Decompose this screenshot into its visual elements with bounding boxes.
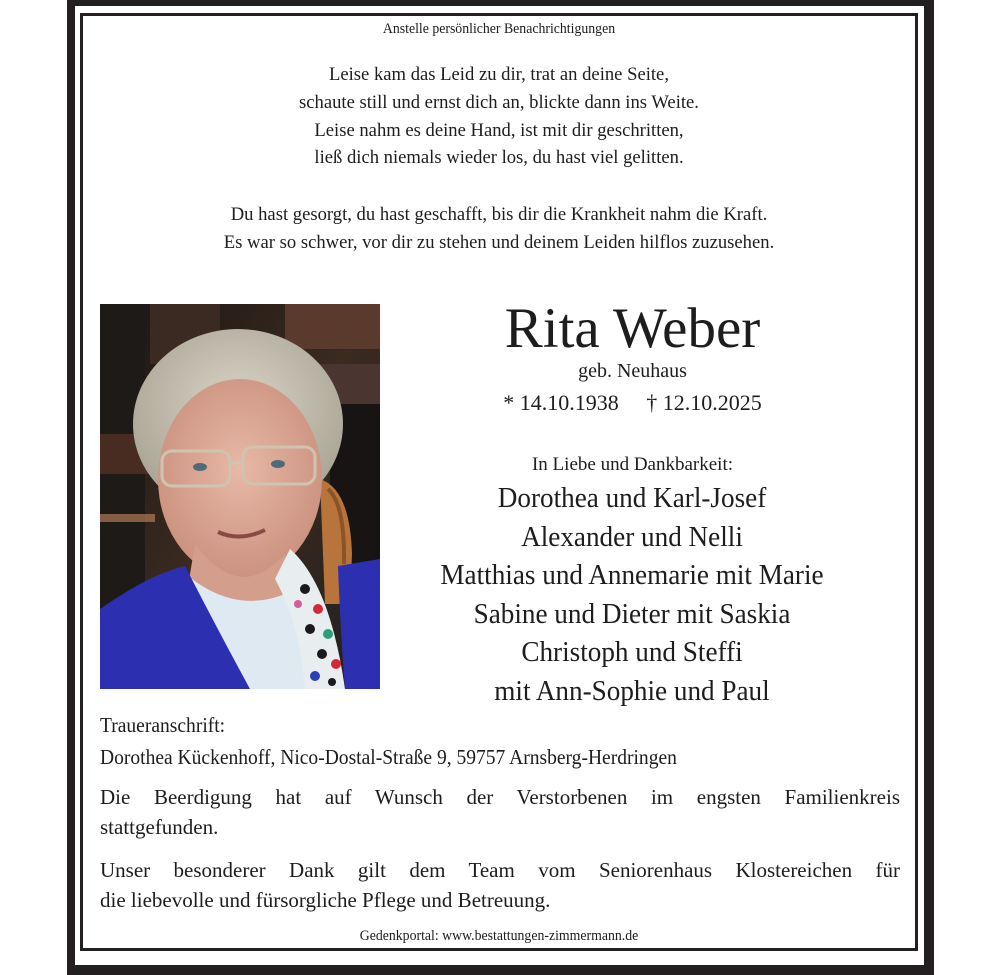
cross-icon: † [646, 390, 658, 415]
poem-stanza-1 [80, 61, 918, 172]
portrait-photo [100, 304, 380, 689]
mourners-list [397, 480, 867, 712]
maiden-name: geb. Neuhaus [578, 360, 687, 382]
mourner-line: Alexander und Nelli [521, 521, 743, 553]
birth-date: 14.10.1938 [519, 390, 619, 415]
funeral-notice-line: stattgefunden. [100, 814, 219, 839]
address-label: Traueranschrift: [100, 713, 226, 737]
funeral-notice [100, 783, 900, 842]
poem-line: ließ dich niemals wieder los, du hast viel gelitten. [314, 147, 684, 169]
death-date: 12.10.2025 [662, 390, 762, 415]
mourner-line: Dorothea und Karl-Josef [497, 483, 767, 514]
thanks-note [100, 856, 900, 915]
funeral-notice-line: Die Beerdigung hat auf Wunsch der Verstorbenen im engsten Familienkreis [100, 785, 900, 809]
poem-line: Leise kam das Leid zu dir, trat an deine Seite, [329, 64, 669, 85]
address-value: Dorothea Kückenhoff, Nico-Dostal-Straße 9, 59757 Arnsberg-Herdringen [100, 745, 677, 769]
memorial-portal-link: Gedenkportal: www.bestattungen-zimmermann.de [359, 928, 639, 944]
deceased-name: Rita Weber [504, 297, 761, 360]
mourner-line: Christoph und Steffi [521, 637, 743, 669]
life-dates [400, 389, 865, 417]
mourners-intro: In Liebe und Dankbarkeit: [531, 454, 733, 475]
thanks-note-line: Unser besonderer Dank gilt dem Team vom Seniorenhaus Klostereichen für [100, 858, 900, 882]
thanks-note-line: die liebevolle und fürsorgliche Pflege und Betreuung. [100, 887, 551, 912]
notice-header: Anstelle persönlicher Benachrichtigungen [382, 21, 616, 37]
birth-symbol: * [503, 390, 515, 415]
poem-line: Leise nahm es deine Hand, ist mit dir geschritten, [314, 119, 684, 141]
poem-line: Du hast gesorgt, du hast geschafft, bis dir die Krankheit nahm die Kraft. [230, 204, 768, 225]
mourner-line: Sabine und Dieter mit Saskia [473, 598, 791, 630]
poem-line: Es war so schwer, vor dir zu stehen und deinem Leiden hilflos zuzusehen. [223, 231, 775, 253]
portrait-illustration [100, 304, 380, 689]
mourner-line: Matthias und Annemarie mit Marie [440, 560, 824, 592]
poem-stanza-2 [80, 201, 918, 257]
mourner-line: mit Ann-Sophie und Paul [494, 675, 770, 707]
poem-line: schaute still und ernst dich an, blickte dann ins Weite. [299, 91, 699, 113]
